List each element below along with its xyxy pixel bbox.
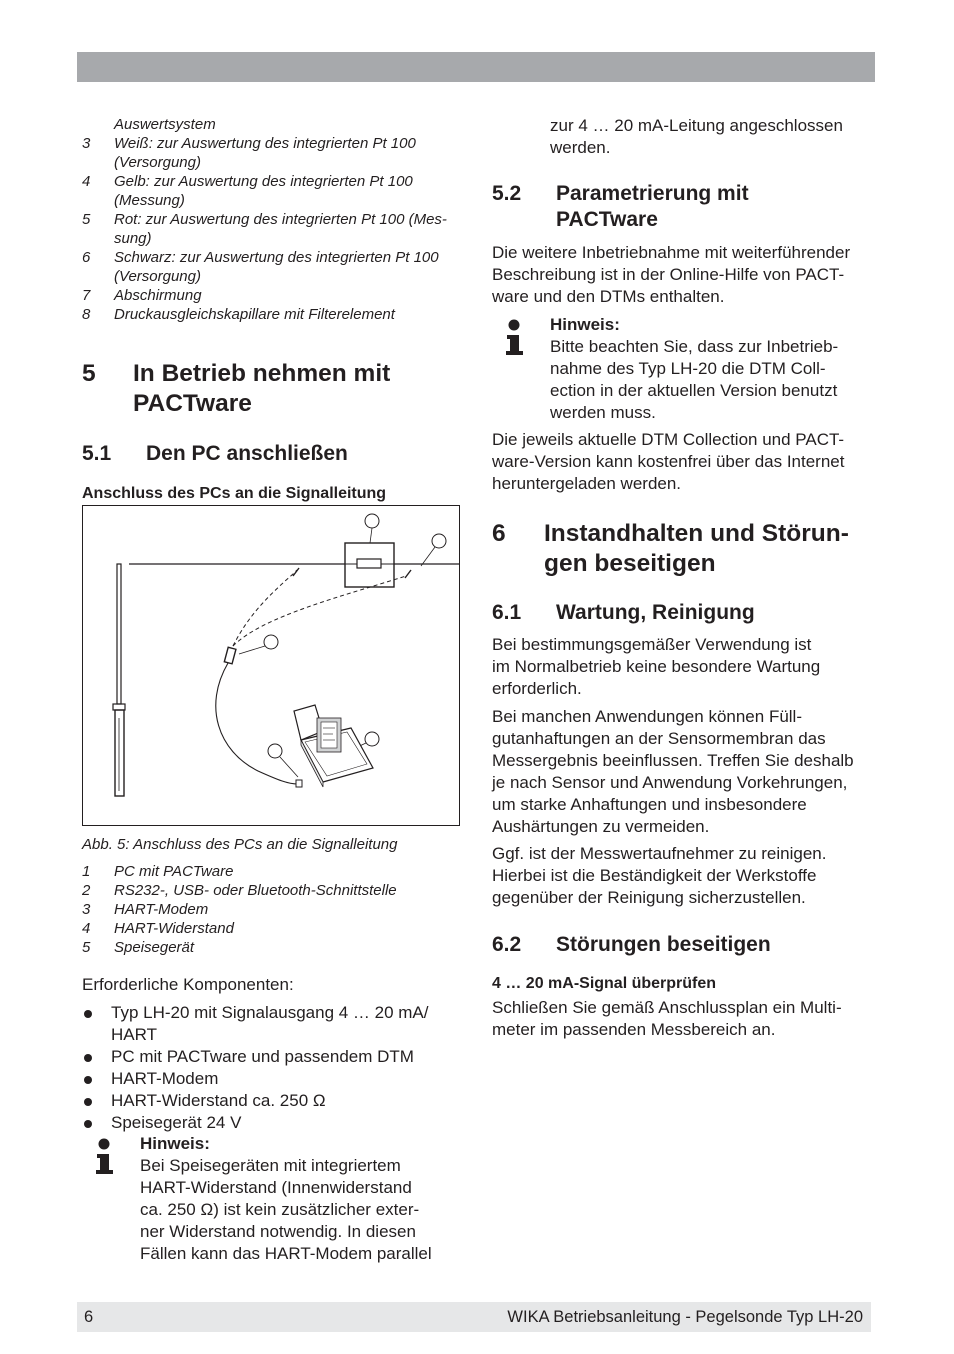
header-bar	[77, 52, 875, 82]
paragraph: Schließen Sie gemäß Anschlussplan ein Multi- meter im passenden Messbereich an.	[492, 998, 842, 1039]
legend-item: Auswertsystem	[114, 116, 216, 133]
legend-item: 1 PC mit PACTware	[82, 863, 234, 880]
list-item: PC mit PACTware und passendem DTM	[82, 1046, 452, 1068]
components-list	[82, 1002, 452, 1134]
legend-item: 3 Weiß: zur Auswertung des integrierten Pt 100 (Versorgung)	[82, 135, 416, 171]
legend-item: 5 Speisegerät	[82, 939, 195, 956]
paragraph: Ggf. ist der Messwertaufnehmer zu reinigen. Hierbei ist die Beständigkeit der Werkstoffe gegenüber der Reinigung sicherzustellen.	[492, 844, 827, 907]
info-icon	[95, 1137, 113, 1177]
continued-text: zur 4 … 20 mA-Leitung angeschlossen werden.	[550, 116, 843, 157]
legend-item: 4 HART-Widerstand	[82, 920, 234, 937]
note-text: Bitte beachten Sie, dass zur Inbetrieb- nahme des Typ LH-20 die DTM Coll- ection in der aktuellen Version benutzt werden muss.	[550, 337, 839, 422]
note-text: Bei Speisegeräten mit integriertem HART-Widerstand (Innenwiderstand ca. 250 Ω) ist kein zusätzlicher exter- ner Widerstand notwendig. In diesen Fällen kann das HART-Modem parallel	[140, 1156, 432, 1263]
legend-item: 8 Druckausgleichskapillare mit Filterelement	[82, 306, 395, 323]
paragraph: Die weitere Inbetriebnahme mit weiterführender Beschreibung ist in der Online-Hilfe von PACT- ware und den DTMs enthalten.	[492, 243, 851, 306]
info-icon	[505, 318, 523, 358]
subheading: 4 … 20 mA-Signal überprüfen	[492, 975, 717, 992]
figure-heading: Anschluss des PCs an die Signalleitung	[82, 485, 387, 502]
note-right	[505, 314, 875, 424]
paragraph: Bei manchen Anwendungen können Füll- gutanhaftungen an der Sensormembran das Messergebnis beeinflussen. Treffen Sie deshalb je nach Sensor und Anwendung Vorkehrungen, um starke Anhaftungen und insbesondere Aushärtungen zu vermeiden.	[492, 707, 854, 836]
legend-figure	[82, 862, 462, 957]
connection-diagram	[82, 505, 460, 826]
list-item: Speisegerät 24 V	[82, 1112, 452, 1134]
legend-item: 2 RS232-, USB- oder Bluetooth-Schnittstelle	[82, 882, 397, 899]
note-title: Hinweis:	[550, 315, 620, 334]
list-item: HART-Modem	[82, 1068, 452, 1090]
components-intro: Erforderliche Komponenten:	[82, 975, 294, 994]
legend-item: 7 Abschirmung	[82, 287, 202, 304]
page-number: 6	[84, 1308, 94, 1326]
legend-item: 5 Rot: zur Auswertung des integrierten Pt 100 (Mes- sung)	[82, 211, 447, 247]
list-item: HART-Widerstand ca. 250 Ω	[82, 1090, 452, 1112]
legend-item: 3 HART-Modem	[82, 901, 209, 918]
list-item: Typ LH-20 mit Signalausgang 4 … 20 mA/ HART	[82, 1002, 452, 1046]
figure-caption: Abb. 5: Anschluss des PCs an die Signalleitung	[82, 836, 398, 853]
legend-item: 4 Gelb: zur Auswertung des integrierten Pt 100 (Messung)	[82, 173, 413, 209]
note-left	[95, 1133, 455, 1273]
paragraph: Bei bestimmungsgemäßer Verwendung ist im Normalbetrieb keine besondere Wartung erforderlich.	[492, 635, 821, 698]
legend-item: 6 Schwarz: zur Auswertung des integrierten Pt 100 (Versorgung)	[82, 249, 439, 285]
paragraph: Die jeweils aktuelle DTM Collection und PACT- ware-Version kann kostenfrei über das Internet heruntergeladen werden.	[492, 430, 845, 493]
note-title: Hinweis:	[140, 1134, 210, 1153]
footer-text: WIKA Betriebsanleitung - Pegelsonde Typ LH-20	[507, 1308, 863, 1326]
legend-top	[82, 115, 462, 324]
footer-bar	[77, 1302, 871, 1332]
